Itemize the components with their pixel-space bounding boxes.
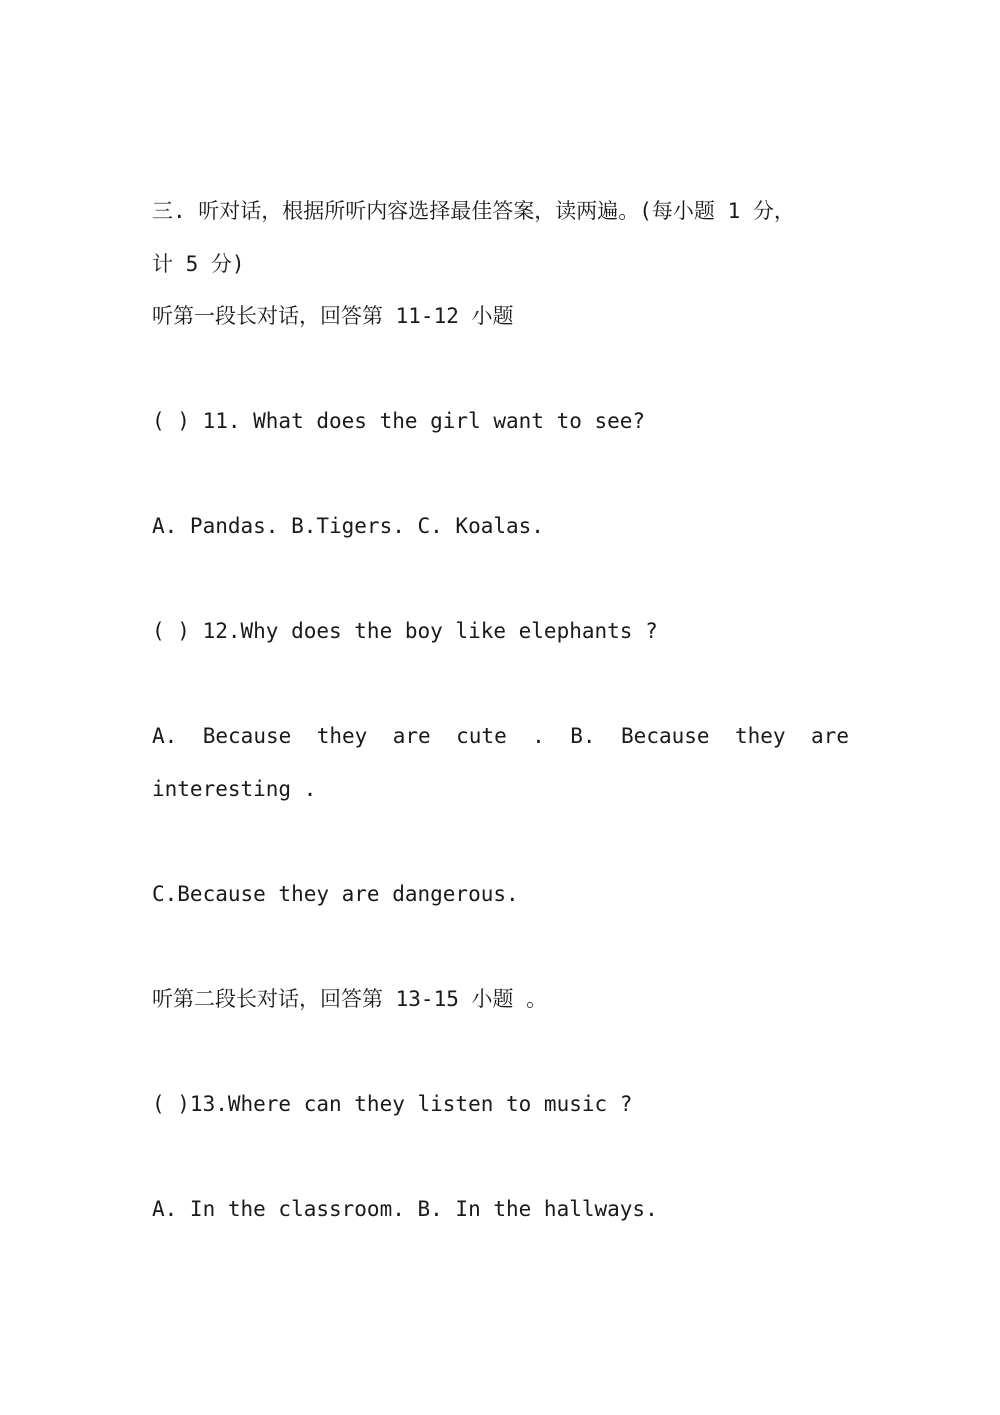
word: they bbox=[316, 724, 368, 748]
word: A. bbox=[152, 724, 178, 748]
part2-instruction: 听第二段长对话，回答第 13-15 小题 。 bbox=[152, 987, 548, 1011]
question-13-options: A. In the classroom. B. In the hallways. bbox=[152, 1197, 658, 1221]
question-12-options-line2: interesting . bbox=[152, 777, 317, 801]
part1-instruction: 听第一段长对话，回答第 11-12 小题 bbox=[152, 304, 514, 328]
word: Because bbox=[202, 724, 292, 748]
word: they bbox=[735, 724, 786, 748]
word: Because bbox=[621, 724, 710, 748]
word: are bbox=[811, 724, 849, 748]
question-12-option-c: C.Because they are dangerous. bbox=[152, 882, 519, 906]
section-heading-line2: 计 5 分) bbox=[152, 252, 245, 276]
word: are bbox=[392, 724, 431, 748]
word: cute bbox=[456, 724, 507, 748]
section-heading-line1: 三. 听对话，根据所听内容选择最佳答案，读两遍。(每小题 1 分， bbox=[152, 199, 795, 223]
question-12: ( ) 12.Why does the boy like elephants ? bbox=[152, 619, 658, 643]
question-12-options-line1 bbox=[152, 721, 849, 751]
question-13: ( )13.Where can they listen to music ? bbox=[152, 1092, 633, 1116]
question-11-options: A. Pandas. B.Tigers. C. Koalas. bbox=[152, 514, 544, 538]
question-11: ( ) 11. What does the girl want to see? bbox=[152, 409, 646, 433]
word: B. bbox=[570, 724, 596, 748]
word: . bbox=[532, 724, 545, 748]
